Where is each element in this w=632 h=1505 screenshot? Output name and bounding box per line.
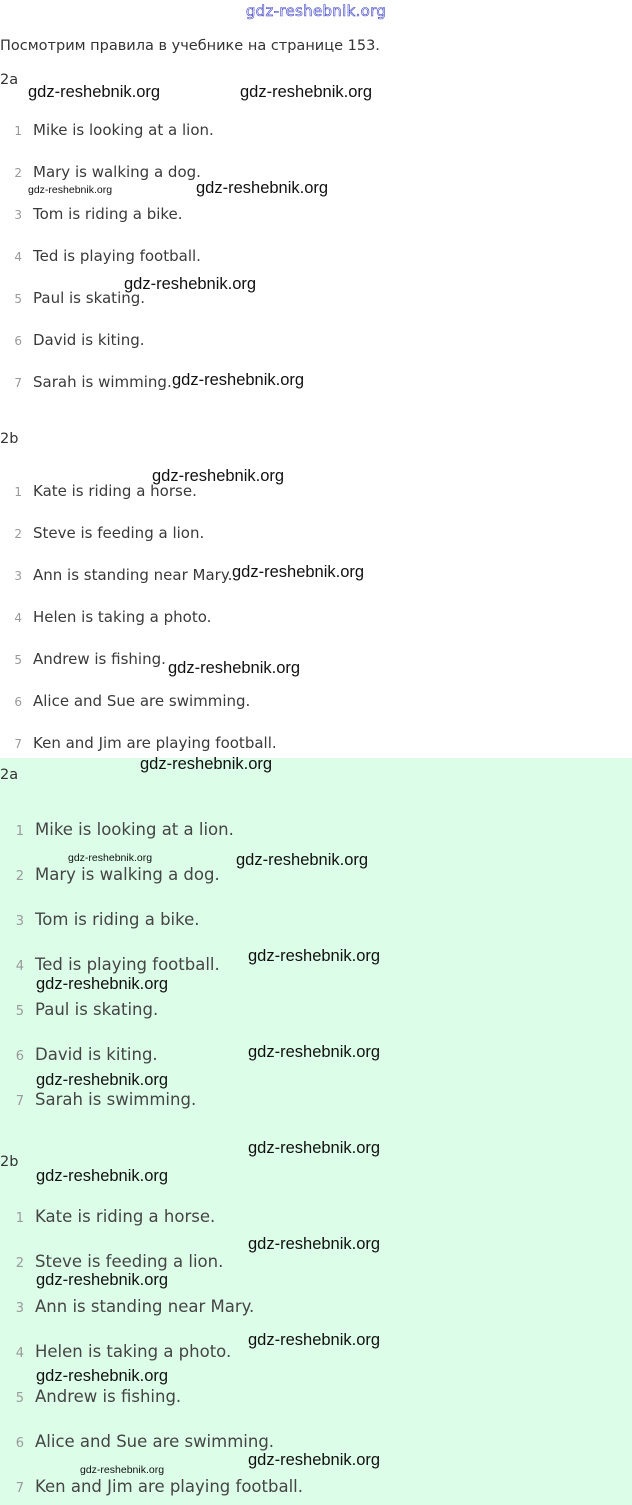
list-item: Andrew is fishing. [35,1387,182,1406]
item-number: 1 [14,124,22,138]
item-number: 3 [14,569,22,583]
watermark: gdz-reshebnik.org [28,184,113,196]
item-number: 4 [15,959,24,974]
watermark: gdz-reshebnik.org [28,83,161,101]
watermark: gdz-reshebnik.org [68,852,153,864]
watermark: gdz-reshebnik.org [248,947,381,965]
list-item: Helen is taking a photo. [35,1342,232,1361]
list-item: Ken and Jim are playing football. [35,1477,303,1496]
list-item: Ann is standing near Mary. [35,1297,255,1316]
watermark: gdz-reshebnik.org [236,851,369,869]
watermark: gdz-reshebnik.org [172,371,305,389]
item-number: 4 [14,250,22,264]
item-number: 7 [15,1481,24,1496]
intro-text: Посмотрим правила в учебнике на странице 153. [0,38,380,54]
watermark: gdz-reshebnik.org [124,275,257,293]
watermark: gdz-reshebnik.org [36,1271,169,1289]
item-number: 5 [15,1004,24,1019]
item-number: 4 [14,611,22,625]
list-item: Mary is walking a dog. [33,163,201,181]
list-item: Ted is playing football. [33,247,201,265]
watermark: gdz-reshebnik.org [140,755,273,773]
list-item: David is kiting. [35,1045,158,1064]
item-number: 1 [15,1211,24,1226]
list-item: Steve is feeding a lion. [35,1252,224,1271]
item-number: 2 [14,527,22,541]
list-item: Tom is riding a bike. [35,910,200,929]
list-item: David is kiting. [33,331,145,349]
watermark: gdz-reshebnik.org [196,179,329,197]
item-number: 2 [14,166,22,180]
watermark: gdz-reshebnik.org [36,1167,169,1185]
item-number: 2 [15,869,24,884]
list-item: Ted is playing football. [35,955,220,974]
watermark: gdz-reshebnik.org [36,1071,169,1089]
list-item: Mike is looking at a lion. [33,121,214,139]
watermark: gdz-reshebnik.org [248,1331,381,1349]
list-item: Mike is looking at a lion. [35,820,234,839]
section-label: 2a [0,767,19,783]
list-item: Sarah is wimming. [33,373,172,391]
item-number: 7 [15,1094,24,1109]
item-number: 5 [14,653,22,667]
watermark: gdz-reshebnik.org [248,1139,381,1157]
watermark: gdz-reshebnik.org [36,1367,169,1385]
list-item: Helen is taking a photo. [33,608,212,626]
list-item: Kate is riding a horse. [33,482,197,500]
section-label: 2b [0,431,19,447]
item-number: 3 [15,914,24,929]
list-item: Mary is walking a dog. [35,865,220,884]
item-number: 1 [15,824,24,839]
list-item: Sarah is swimming. [35,1090,197,1109]
item-number: 4 [15,1346,24,1361]
watermark: gdz-reshebnik.org [232,563,365,581]
item-number: 1 [14,485,22,499]
list-item: Ken and Jim are playing football. [33,734,277,752]
item-number: 7 [14,376,22,390]
watermark: gdz-reshebnik.org [168,659,301,677]
list-item: Alice and Sue are swimming. [33,692,251,710]
item-number: 5 [15,1391,24,1406]
item-number: 6 [15,1049,24,1064]
list-item: Tom is riding a bike. [33,205,183,223]
list-item: Steve is feeding a lion. [33,524,205,542]
list-item: Kate is riding a horse. [35,1207,216,1226]
item-number: 7 [14,737,22,751]
item-number: 6 [14,695,22,709]
list-item: Ann is standing near Mary. [33,566,233,584]
item-number: 3 [14,208,22,222]
item-number: 6 [14,334,22,348]
watermark: gdz-reshebnik.org [248,1451,381,1469]
watermark: gdz-reshebnik.org [240,83,373,101]
item-number: 5 [14,292,22,306]
watermark: gdz-reshebnik.org [80,1464,165,1476]
item-number: 3 [15,1301,24,1316]
watermark: gdz-reshebnik.org [36,975,169,993]
watermark: gdz-reshebnik.org [248,1043,381,1061]
section-label: 2b [0,1154,19,1170]
list-item: Alice and Sue are swimming. [35,1432,275,1451]
site-header[interactable]: gdz-reshebnik.org [245,2,387,20]
item-number: 6 [15,1436,24,1451]
list-item: Paul is skating. [35,1000,159,1019]
watermark: gdz-reshebnik.org [152,467,285,485]
section-label: 2a [0,72,19,88]
list-item: Paul is skating. [33,289,146,307]
item-number: 2 [15,1256,24,1271]
watermark: gdz-reshebnik.org [248,1235,381,1253]
list-item: Andrew is fishing. [33,650,166,668]
